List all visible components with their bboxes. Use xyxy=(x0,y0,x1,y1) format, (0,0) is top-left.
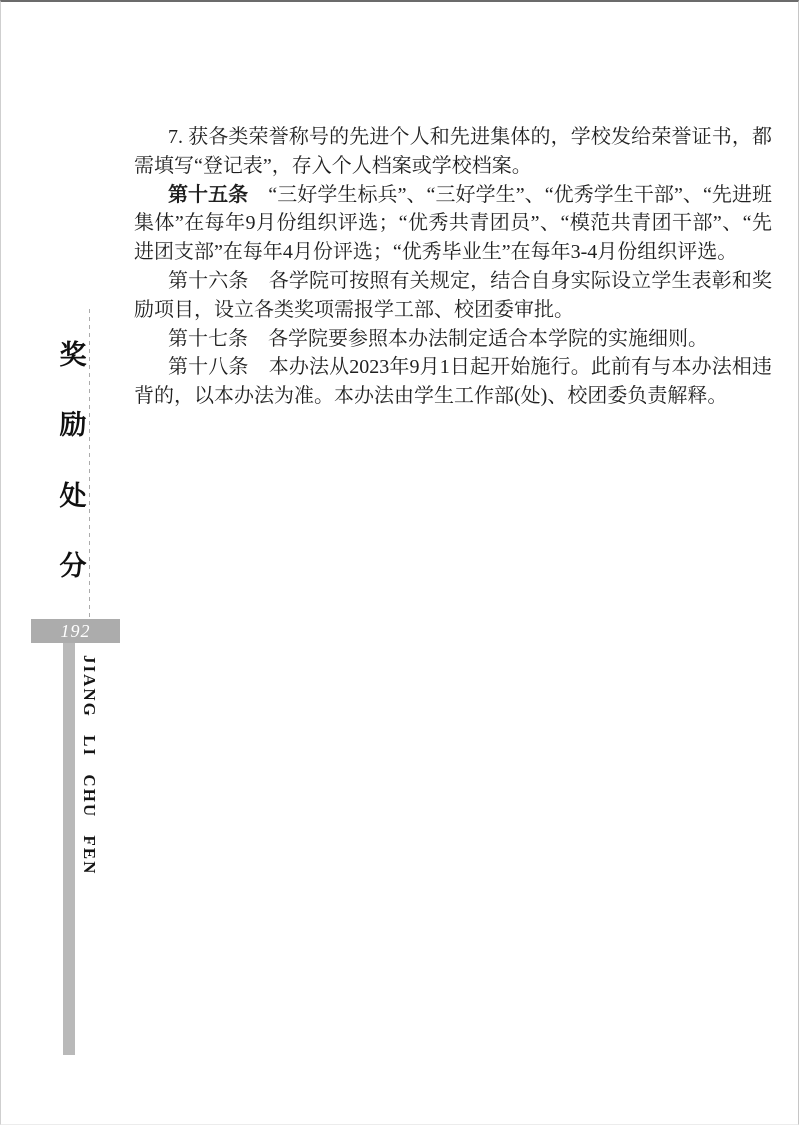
sidebar-title-char: 奖 xyxy=(59,340,87,370)
paragraph-text: 获各类荣誉称号的先进个人和先进集体的，学校发给荣誉证书，都需填写“登记表”，存入个人档案或学校档案。 xyxy=(134,126,773,177)
sidebar-vertical-bar xyxy=(63,643,75,1055)
sidebar-title-char: 分 xyxy=(59,550,87,581)
paragraph-text: 本办法从2023年9月1日起开始施行。此前有与本办法相违背的，以本办法为准。本办法由学生工作部(处)、校团委负责解释。 xyxy=(134,356,773,408)
page-number: 192 xyxy=(60,621,91,641)
paragraph-lead: 第十六条 xyxy=(168,269,249,292)
paragraph xyxy=(134,267,772,325)
paragraph-separator xyxy=(249,356,269,378)
paragraph-lead: 7. xyxy=(168,126,183,148)
paragraph xyxy=(134,325,772,354)
paragraph xyxy=(134,353,772,411)
paragraph-text: “三好学生标兵”、“三好学生”、“优秀学生干部”、“先进班集体”在每年9月份组织评选；“优秀共青团员”、“模范共青团干部”、“先进团支部”在每年4月份评选；“优秀毕业生”在每年3-4月份组织评选。 xyxy=(134,183,773,264)
sidebar-dashed-divider xyxy=(89,309,90,619)
sidebar-pinyin: JIANG LI CHU FEN xyxy=(80,655,99,876)
paragraph-separator xyxy=(248,184,268,206)
paragraph-lead: 第十七条 xyxy=(168,327,248,350)
sidebar-title-char: 励 xyxy=(59,410,87,441)
sidebar-title xyxy=(55,342,91,580)
paragraph-lead: 第十八条 xyxy=(168,356,249,379)
paragraph-text: 各学院可按照有关规定，结合自身实际设立学生表彰和奖励项目，设立各类奖项需报学工部、校团委审批。 xyxy=(134,269,773,321)
paragraph-text: 各学院要参照本办法制定适合本学院的实施细则。 xyxy=(268,327,708,350)
paragraph-lead: 第十五条 xyxy=(168,183,249,206)
paragraph-separator xyxy=(249,270,269,292)
document-body xyxy=(134,123,772,411)
paragraph-separator xyxy=(248,328,268,350)
paragraph xyxy=(134,123,772,181)
sidebar-title-char: 处 xyxy=(59,480,87,511)
page-number-badge xyxy=(31,619,120,643)
paragraph xyxy=(134,181,772,267)
